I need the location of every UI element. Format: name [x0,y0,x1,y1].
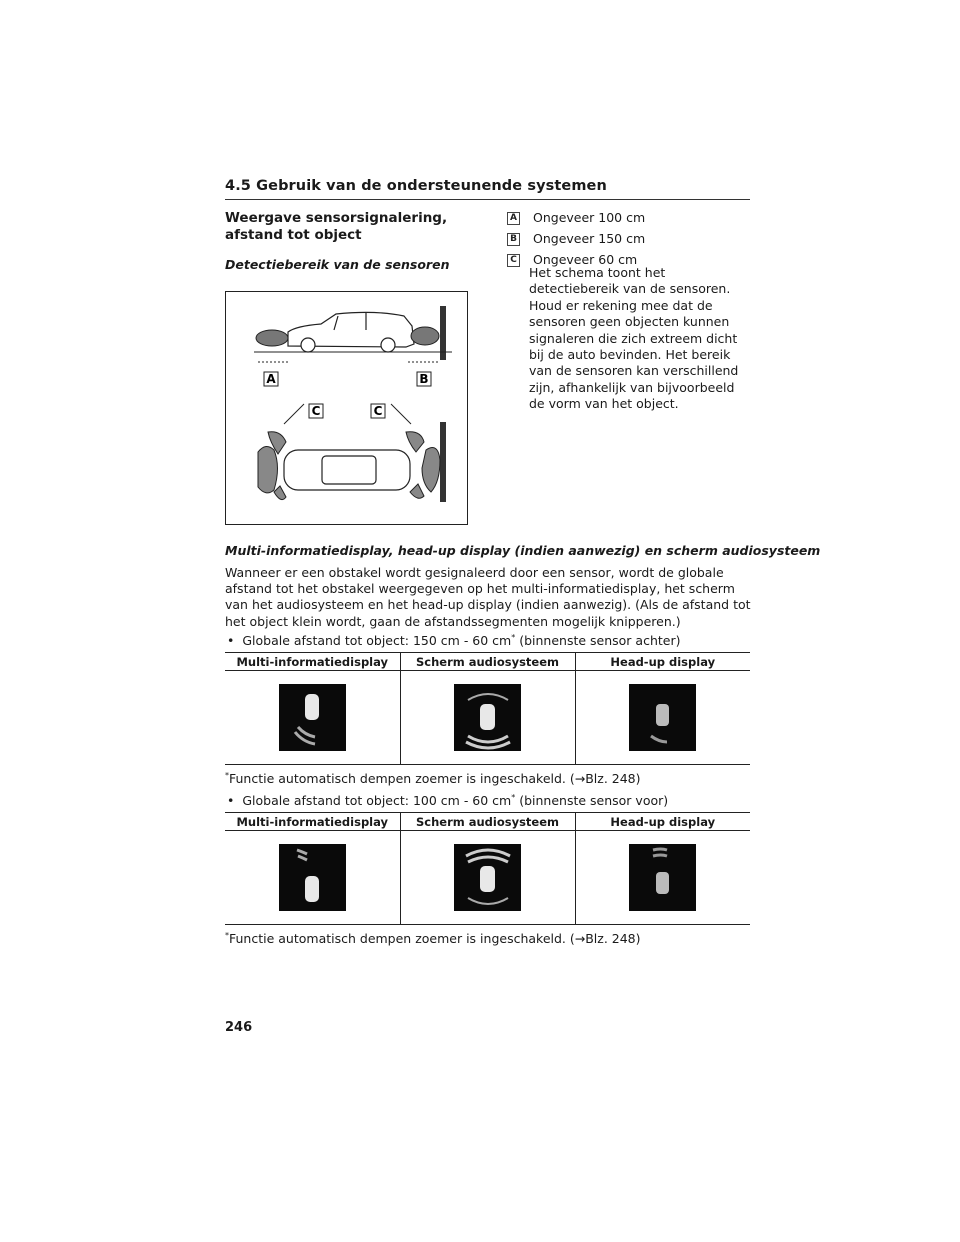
legend-description: Het schema toont het detectiebereik van de sensoren. Houd er rekening mee dat de sensoren geen objecten kunnen signaleren die zich extreem dicht bij de auto bevinden. Het bereik van de sensoren kan verschillend zijn, afhankelijk van bijvoorbeeld de vorm van het object. [529,265,739,412]
footnote-mark: * [511,633,516,642]
heading-detection-range: Detectiebereik van de sensoren [225,257,450,272]
footnote-text: Functie automatisch dempen zoemer is ingeschakeld. (→Blz. 248) [229,771,641,787]
col-hud: Head-up display [575,653,750,671]
footnote-mark: * [511,793,516,802]
audio-display-rear-icon [454,684,521,751]
sensor-lobe-front [411,327,439,345]
label-a: A [266,372,276,386]
label-b: B [419,372,429,386]
label-c-right: C [373,404,383,418]
hud-display-rear-icon [629,684,696,751]
footnote-mark: * [225,771,229,780]
sensor-lobe-rear [256,330,288,346]
sensor-diagram-svg [226,292,467,524]
bullet-rear: • Globale afstand tot object: 150 cm - 60 cm* (binnenste sensor achter) [227,633,681,649]
bullet-front-text: Globale afstand tot object: 100 cm - 60 cm [242,793,512,809]
heading-sensor-display: Weergave sensorsignalering, afstand tot object [225,210,448,243]
col-mid: Multi-informatiedisplay [225,653,400,671]
car-side-icon [288,312,414,352]
section-title: 4.5 Gebruik van de ondersteunende systemen [225,178,607,194]
heading-displays: Multi-informatiedisplay, head-up display (indien aanwezig) en scherm audiosysteem [225,543,821,558]
legend-text: Ongeveer 150 cm [533,231,646,246]
page-number: 246 [225,1020,253,1035]
legend-item-a [507,210,645,226]
legend-key: B [507,233,520,246]
bullet-front-suffix: (binnenste sensor voor) [515,793,669,809]
legend-key: A [507,212,520,225]
footnote-text: Functie automatisch dempen zoemer is ingeschakeld. (→Blz. 248) [229,931,641,947]
mid-display-rear-icon [279,684,346,751]
footnote-front [225,931,641,946]
mid-display-front-icon [279,844,346,911]
label-c-left: C [311,404,321,418]
sensor-range-diagram [225,291,468,525]
car-top-icon [284,450,410,490]
paragraph-displays: Wanneer er een obstakel wordt gesignaleerd door een sensor, wordt de globale afstand tot het obstakel weergegeven op het multi-informatiedisplay, het scherm van het audiosysteem en het head-up display (indien aanwezig). (Als de afstand tot het object klein wordt, gaan de afstandssegmenten mogelijk knipperen.) [225,565,751,629]
display-table-rear [225,652,750,765]
audio-display-front-icon [454,844,521,911]
header-rule [225,199,750,200]
col-mid: Multi-informatiedisplay [225,813,400,831]
legend-text: Ongeveer 60 cm [533,252,638,267]
wall-bottom [440,422,446,502]
display-table-front [225,812,750,925]
legend-key: C [507,254,520,267]
footnote-rear [225,771,641,786]
bullet-rear-text: Globale afstand tot object: 150 cm - 60 cm [242,633,512,649]
bullet-rear-suffix: (binnenste sensor achter) [515,633,681,649]
bullet-front: • Globale afstand tot object: 100 cm - 60 cm* (binnenste sensor voor) [227,793,669,809]
footnote-mark: * [225,931,229,940]
hud-display-front-icon [629,844,696,911]
col-audio: Scherm audiosysteem [400,813,575,831]
col-hud: Head-up display [575,813,750,831]
legend-text: Ongeveer 100 cm [533,210,646,225]
legend-item-b [507,231,645,247]
col-audio: Scherm audiosysteem [400,653,575,671]
